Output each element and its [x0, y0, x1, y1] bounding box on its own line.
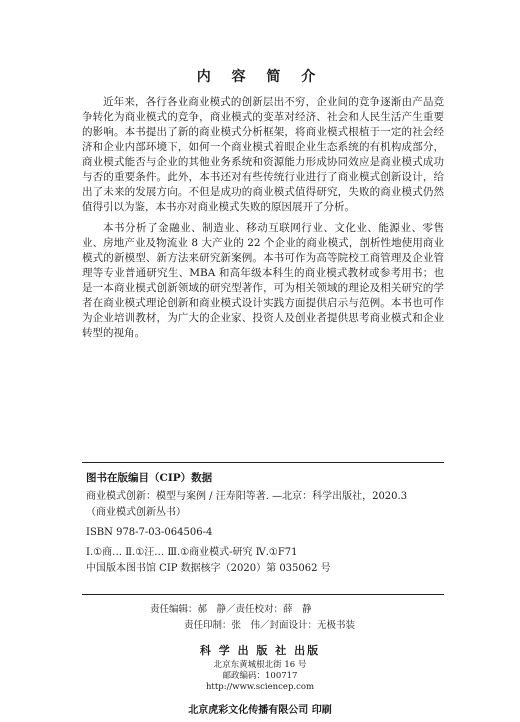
printing-credits: 责任印制：张 伟／封面设计：无极书装	[184, 620, 356, 631]
editor-credits: 责任编辑：郝 静／责任校对：薛 静	[150, 604, 312, 615]
cip-number: 中国版本图书馆 CIP 数据核字（2020）第 035062 号	[86, 563, 331, 574]
cip-title-line: 商业模式创新：模型与案例 / 汪寿阳等著. —北京：科学出版社，2020.3	[86, 491, 408, 502]
publisher-website: http://www.sciencep.com	[205, 682, 315, 692]
cip-block	[86, 470, 442, 577]
summary-title: 内 容 简 介	[196, 69, 324, 85]
cip-top-rule	[82, 462, 444, 463]
printer-name: 北京虎彩文化传播有限公司 印刷	[188, 705, 332, 716]
cip-isbn: ISBN 978-7-03-064506-4	[86, 527, 213, 538]
summary-paragraph-2: 本书分析了金融业、制造业、移动互联网行业、文化业、能源业、零售业、房地产业及物流业 8 大产业的 22 个企业的商业模式，剖析性地使用商业模式的新模型、新方法来研究新案例。本书可作为高等院校工商管理及企业管理等专业普通研究生、MBA 和高年级本科生的商业模式教材或参考用书；也是一本商业模式创新领域的研究型著作，可为相关领域的理论及相关研究的学者在商业模式理论创新和商业模式设计实践方面提供启示与范例。本书也可作为企业培训教材，为广大的企业家、投资人及创业者提供思考商业模式和企业转型的视角。	[82, 222, 444, 339]
publisher-address: 北京东黄城根北街 16 号	[213, 660, 307, 670]
summary-paragraph-1: 近年来，各行各业商业模式的创新层出不穷，企业间的竞争逐渐由产品竞争转化为商业模式的竞争，商业模式的变革对经济、社会和人民生活产生重要的影响。本书提出了新的商业模式分析框架，将商业模式根植于一定的社会经济和企业内部环境下，如何一个商业模式着眼企业生态系统的有机构成部分，商业模式能否与企业的其他业务系统和资源能力形成协同效应是商业模式成功与否的重要条件。此外，本书还对有些传统行业进行了商业模式创新设计，给出了未来的发展方向。不但是成功的商业模式值得研究，失败的商业模式仍然值得引以为鉴，本书亦对商业模式失败的原因展开了分析。	[82, 96, 444, 213]
cip-heading: 图书在版编目（CIP）数据	[86, 472, 213, 484]
cip-bottom-rule	[82, 594, 444, 595]
publisher-postcode: 邮政编码：100717	[222, 671, 298, 681]
cip-series-line: （商业模式创新丛书）	[86, 507, 186, 518]
publisher-info	[0, 660, 520, 693]
content-summary	[82, 95, 444, 345]
publisher-name: 科 学 出 版 社 出版	[199, 644, 321, 657]
credits-block	[150, 602, 450, 634]
cip-classification: Ⅰ.①商… Ⅱ.①汪… Ⅲ.①商业模式-研究 Ⅳ.①F71	[86, 547, 298, 558]
